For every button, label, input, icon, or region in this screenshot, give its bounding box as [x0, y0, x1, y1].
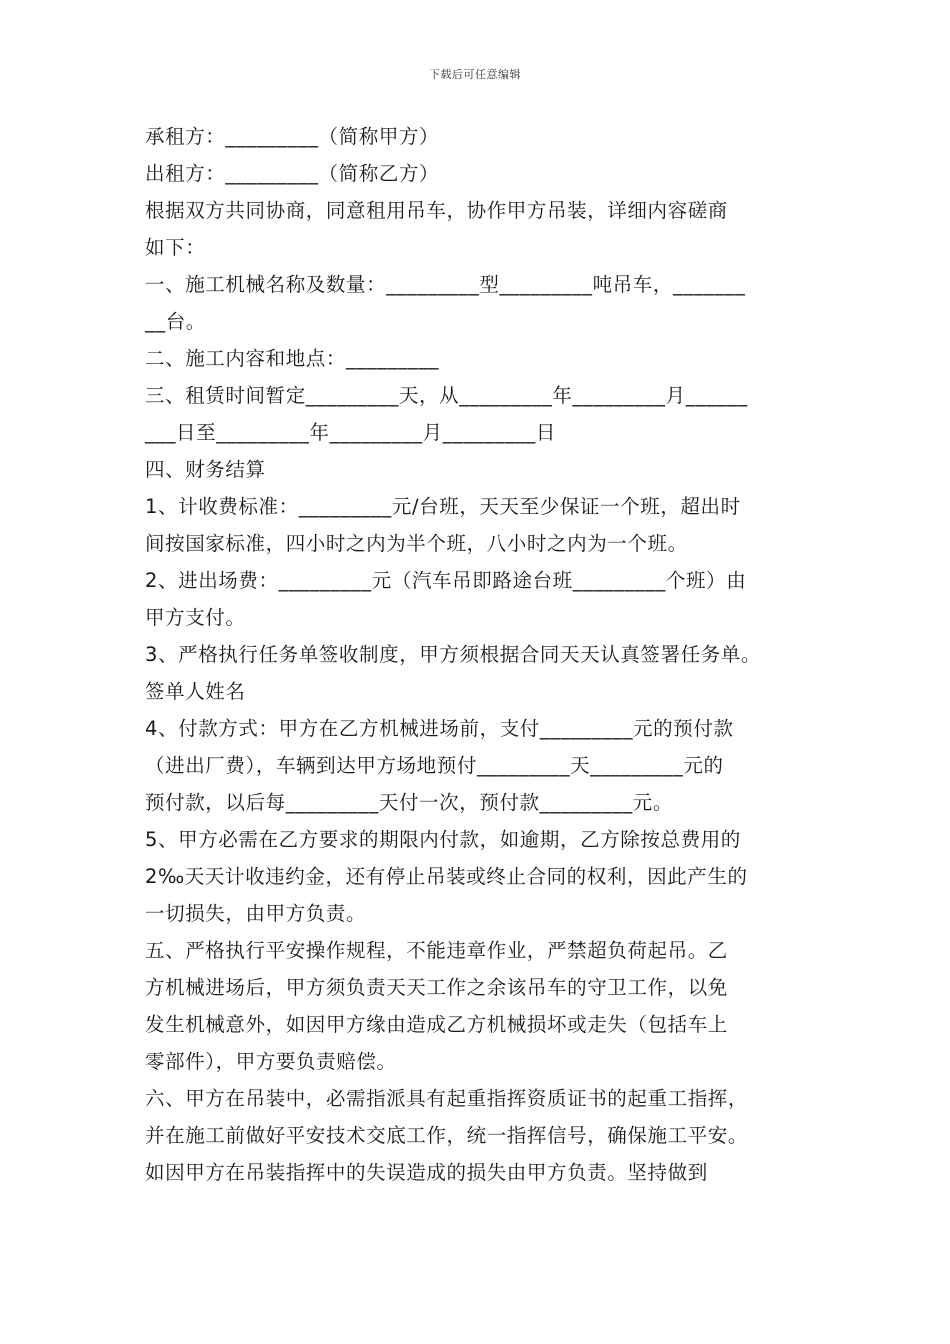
text-line: （进出厂费），车辆到达甲方场地预付_________天_________元的 — [145, 754, 724, 777]
text-line: 如因甲方在吊装指挥中的失误造成的损失由甲方负责。坚持做到 — [145, 1161, 708, 1184]
text-line: 三、租赁时间暂定_________天，从_________年_________月______ — [145, 384, 748, 407]
text-line: 方机械进场后，甲方须负责天天工作之余该吊车的守卫工作，以免 — [145, 976, 728, 999]
text-line: 签单人姓名 — [145, 680, 246, 703]
text-line: 4、付款方式：甲方在乙方机械进场前，支付_________元的预付款 — [145, 717, 734, 740]
text-line: 2‰天天计收违约金，还有停止吊装或终止合同的权利，因此产生的 — [145, 865, 748, 888]
text-line: 甲方支付。 — [145, 606, 246, 629]
text-line: 并在施工前做好平安技术交底工作，统一指挥信号，确保施工平安。 — [145, 1124, 749, 1147]
text-line: 根据双方共同协商，同意租用吊车，协作甲方吊装，详细内容磋商 — [145, 199, 728, 222]
contract-body — [145, 118, 817, 1191]
text-line: 3、严格执行任务单签收制度，甲方须根据合同天天认真签署任务单。 — [145, 643, 762, 666]
text-line: 五、严格执行平安操作规程，不能违章作业，严禁超负荷起吊。乙 — [145, 939, 728, 962]
text-line: 出租方：_________（简称乙方） — [145, 162, 440, 185]
text-line: 1、计收费标准：_________元/台班，天天至少保证一个班，超出时 — [145, 495, 741, 518]
text-line: 如下： — [145, 236, 206, 259]
text-line: 一切损失，由甲方负责。 — [145, 902, 367, 925]
text-line: 一、施工机械名称及数量：_________型_________吨吊车，_______ — [145, 273, 746, 296]
text-line: ___日至_________年_________月_________日 — [145, 421, 556, 444]
text-line: 零部件），甲方要负责赔偿。 — [145, 1050, 397, 1073]
text-line: 预付款，以后每_________天付一次，预付款_________元。 — [145, 791, 673, 814]
text-line: 承租方：_________（简称甲方） — [145, 125, 440, 148]
text-line: 间按国家标准，四小时之内为半个班，八小时之内为一个班。 — [145, 532, 688, 555]
text-line: 六、甲方在吊装中，必需指派具有起重指挥资质证书的起重工指挥， — [145, 1087, 749, 1110]
text-line: 四、财务结算 — [145, 458, 266, 481]
text-line: 2、进出场费：_________元（汽车吊即路途台班_________个班）由 — [145, 569, 747, 592]
text-line: 二、施工内容和地点：_________ — [145, 347, 440, 370]
text-line: 发生机械意外，如因甲方缘由造成乙方机械损坏或走失（包括车上 — [145, 1013, 728, 1036]
text-line: 5、甲方必需在乙方要求的期限内付款，如逾期，乙方除按总费用的 — [145, 828, 741, 851]
page-header-note: 下载后可任意编辑 — [429, 68, 521, 81]
text-line: __台。 — [145, 310, 206, 333]
